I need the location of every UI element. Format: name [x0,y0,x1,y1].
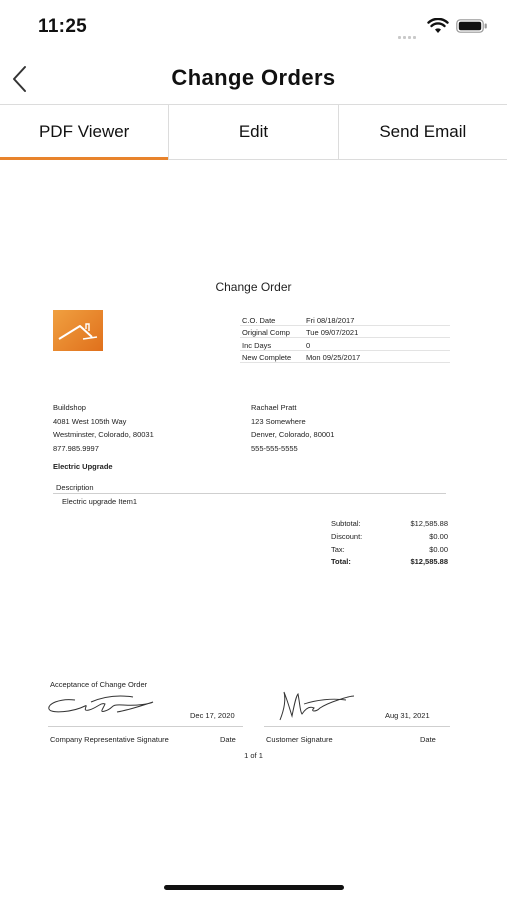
date-label: Date [220,735,236,744]
total-label: Total: [331,557,351,567]
section-title: Electric Upgrade [53,462,113,471]
home-indicator[interactable] [164,885,344,890]
page-count: 1 of 1 [244,751,263,760]
change-order-info [240,313,450,363]
total-label: Tax: [331,544,345,554]
total-row-discount [331,532,448,545]
document-title: Change Order [215,280,292,294]
customer-signature-label: Customer Signature [266,735,333,744]
info-value: Tue 09/07/2021 [306,328,359,337]
total-row-tax [331,545,448,558]
info-value: Fri 08/18/2017 [306,315,355,325]
status-time: 11:25 [38,16,88,37]
customer-address [251,401,334,455]
customer-signature [276,688,356,724]
info-row [240,338,450,351]
battery-icon [456,19,488,33]
company-city: Westminster, Colorado, 80031 [53,430,154,439]
customer-phone: 555-555-5555 [251,443,298,453]
customer-city: Denver, Colorado, 80001 [251,430,335,439]
description-header: Description [53,483,446,494]
date-label: Date [420,735,436,744]
total-label: Subtotal: [331,519,361,528]
total-value: $0.00 [429,544,448,554]
total-row-subtotal [331,519,448,532]
info-value: Mon 09/25/2017 [306,353,361,362]
company-logo [53,310,103,351]
total-value: $0.00 [429,531,448,541]
info-label: New Complete [242,353,292,362]
description-item: Electric upgrade Item1 [62,497,138,506]
cellular-signal-icon [398,26,420,32]
company-signature-label: Company Representative Signature [50,735,169,744]
company-signature-date: Dec 17, 2020 [190,711,235,720]
tab-edit[interactable]: Edit [169,105,338,159]
tab-send-email[interactable]: Send Email [379,122,467,141]
total-value: $12,585.88 [410,519,448,528]
pdf-document[interactable] [0,160,507,860]
company-street: 4081 West 105th Way [53,416,127,426]
info-row [240,351,450,364]
customer-name: Rachael Pratt [251,403,297,412]
info-label: C.O. Date [242,315,276,325]
total-label: Discount: [331,531,363,541]
company-signature-line [48,726,243,727]
wifi-icon [427,18,449,34]
status-bar [0,0,507,50]
total-value: $12,585.88 [410,557,448,567]
customer-signature-line [264,726,450,727]
info-value: 0 [306,340,311,350]
company-phone: 877.985.9997 [53,443,99,453]
tab-pdf-viewer[interactable]: PDF Viewer [0,105,169,159]
acceptance-title: Acceptance of Change Order [50,680,148,689]
info-label: Inc Days [242,340,272,350]
company-address [53,401,154,455]
customer-street: 123 Somewhere [251,416,306,426]
page-title: Change Orders [171,65,336,90]
company-signature [45,692,155,718]
info-row [240,313,450,326]
info-row [240,326,450,339]
customer-signature-date: Aug 31, 2021 [385,711,430,720]
company-name: Buildshop [53,403,86,412]
info-label: Original Comp [242,328,290,337]
totals-table [331,519,448,570]
tab-bar [0,104,507,160]
house-logo-icon [53,310,103,351]
total-row-total [331,557,448,570]
navigation-bar [0,54,507,104]
